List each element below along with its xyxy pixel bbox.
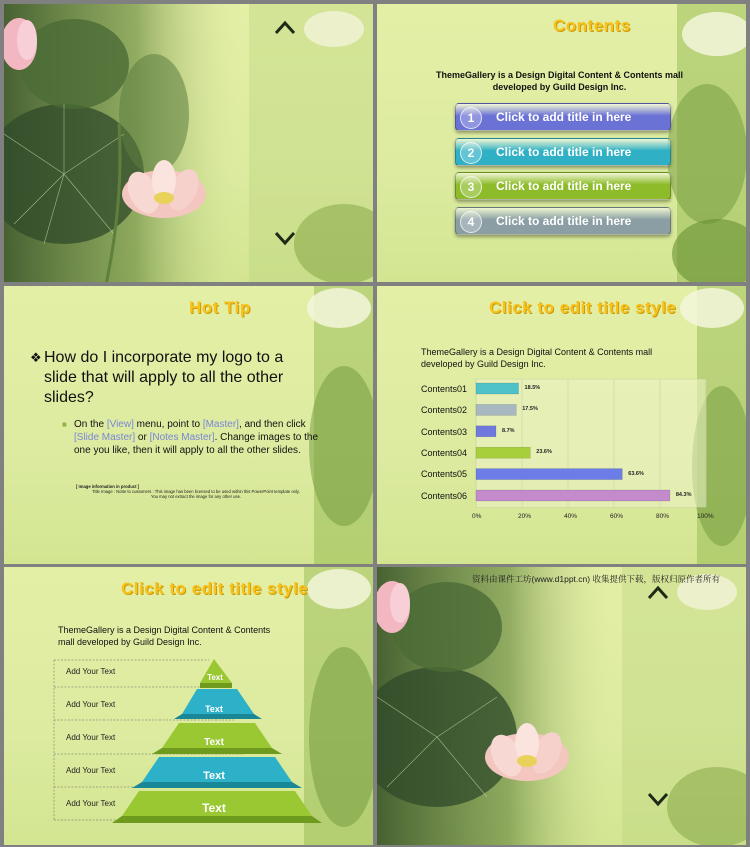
bar-Contents04 <box>476 447 530 458</box>
item-label: Click to add title in here <box>496 179 632 193</box>
slide-1-title[interactable] <box>4 4 373 282</box>
bar-Contents06 <box>476 490 670 501</box>
bar-chart <box>377 286 746 564</box>
diamond-bullet-icon: ❖ <box>30 350 42 365</box>
slide-title: Click to edit title style <box>489 298 677 317</box>
pyramid-diagram <box>4 567 373 845</box>
item-label: Click to add title in here <box>496 110 632 124</box>
contents-item-4[interactable] <box>455 207 671 235</box>
row-label: Add Your Text <box>66 700 116 709</box>
lotus-painting <box>377 567 746 845</box>
corner-bracket-icon <box>648 793 668 807</box>
bar-value-label: 84.3% <box>675 492 692 498</box>
row-label: Add Your Text <box>66 667 116 676</box>
slide-3-hot-tip[interactable] <box>4 286 373 564</box>
question: ❖ How do I incorporate my logo to a slide that will apply to all the other slides? <box>30 349 284 406</box>
item-number: 2 <box>460 142 482 164</box>
x-tick-label: 60% <box>610 513 624 520</box>
corner-bracket-icon <box>275 20 295 34</box>
slide-5-pyramid[interactable] <box>4 567 373 845</box>
contents-item-3[interactable] <box>455 172 671 200</box>
category-label: Contents05 <box>421 469 468 479</box>
pyramid-text: Text <box>202 801 226 815</box>
contents-item-2[interactable] <box>455 138 671 166</box>
pyramid-text: Text <box>205 704 223 714</box>
bar-Contents03 <box>476 426 496 437</box>
bar-Contents05 <box>476 469 622 480</box>
row-label: Add Your Text <box>66 766 116 775</box>
bar-value-label: 63.6% <box>628 470 644 477</box>
row-label: Add Your Text <box>66 799 116 808</box>
plot-area <box>476 379 706 507</box>
corner-bracket-icon <box>275 232 295 246</box>
answer: ■ On the [View] menu, point to [Master], and then click [Slide Master] or [Notes Master]. Change images to the one you like, then it will apply to all the other slides. <box>62 419 319 456</box>
watermark-text: 资料由课件工坊(www.d1ppt.cn) 收集提供下载，版权归原作者所有 <box>472 574 720 584</box>
lotus-painting <box>4 4 373 282</box>
bar-value-label: 17.5% <box>522 406 538 413</box>
bar-value-label: 23.6% <box>536 449 552 456</box>
contents-item-1[interactable] <box>455 103 671 131</box>
item-number: 4 <box>460 211 482 233</box>
category-label: Contents02 <box>421 405 468 415</box>
slide-title: Hot Tip <box>189 298 251 317</box>
x-tick-label: 0% <box>472 513 482 520</box>
x-tick-label: 40% <box>564 513 578 520</box>
category-label: Contents03 <box>421 427 468 437</box>
subtitle: ThemeGallery is a Design Digital Content & Contents mall developed by Guild Design Inc. <box>435 70 684 92</box>
x-tick-label: 80% <box>656 513 670 520</box>
slide-6-closing[interactable] <box>377 567 746 845</box>
slide-title: Contents <box>553 16 631 35</box>
item-label: Click to add title in here <box>496 214 632 228</box>
item-number: 1 <box>460 107 482 129</box>
row-label: Add Your Text <box>66 733 116 742</box>
bar-Contents01 <box>476 383 519 394</box>
bar-value-label: 8.7% <box>502 427 515 434</box>
image-info: [ Image information in product ] Title Image : Notte to customers : This image has been licensed to be used within this PowerPoint template only. You may not extract the image for any other use. <box>76 484 300 499</box>
item-label: Click to add title in here <box>496 145 632 159</box>
corner-bracket-icon <box>648 585 668 599</box>
square-bullet-icon: ■ <box>62 420 67 429</box>
slide-2-contents[interactable] <box>377 4 746 282</box>
item-number: 3 <box>460 176 482 198</box>
subtitle: ThemeGallery is a Design Digital Content & Contents mall developed by Guild Design Inc. <box>421 347 653 369</box>
pyramid-text: Text <box>204 737 224 748</box>
slide-title: Click to edit title style <box>121 579 309 598</box>
subtitle: ThemeGallery is a Design Digital Content & Contents mall developed by Guild Design Inc. <box>58 625 271 647</box>
x-tick-label: 100% <box>697 513 714 520</box>
bar-Contents02 <box>476 404 516 415</box>
slide-4-bar-chart[interactable] <box>377 286 746 564</box>
pyramid-text: Text <box>207 673 223 682</box>
bar-value-label: 18.5% <box>524 385 541 391</box>
pyramid-text: Text <box>203 770 225 782</box>
category-label: Contents01 <box>421 384 468 394</box>
category-label: Contents04 <box>421 448 468 458</box>
x-tick-label: 20% <box>518 513 532 520</box>
category-label: Contents06 <box>421 491 468 501</box>
